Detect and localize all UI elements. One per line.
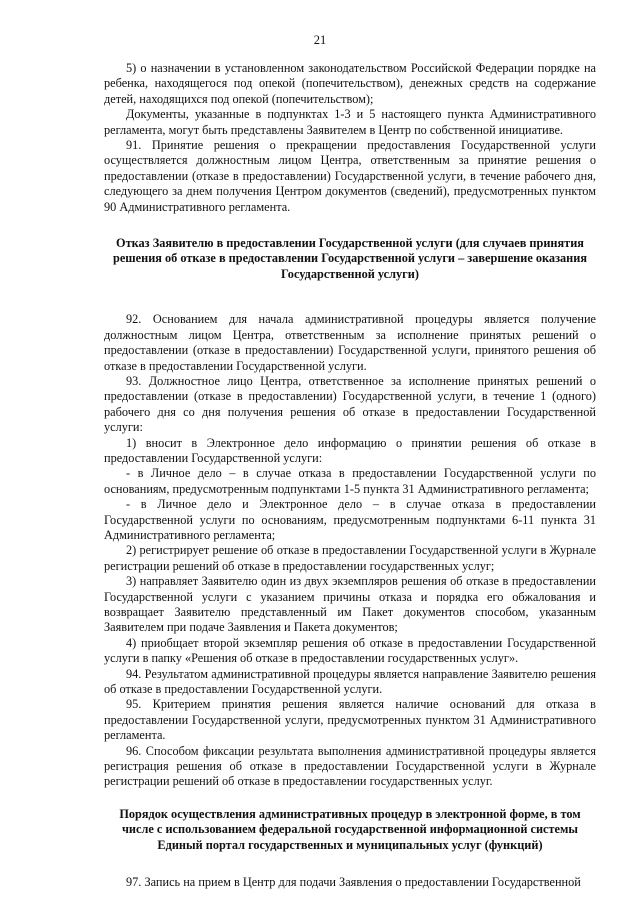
paragraph-93-item-2: 2) регистрирует решение об отказе в предоставлении Государственной услуги в Журнале регистрации решений об отказе в предоставлении государственных услуг; [104, 543, 596, 573]
paragraph-93-item-1: 1) вносит в Электронное дело информацию о принятии решения об отказе в предоставлении Государственной услуги: [104, 435, 596, 465]
paragraph-93: 93. Должностное лицо Центра, ответственное за исполнение принятых решений о предоставлении (отказе в предоставлении) Государственной услуги, в течение 1 (одного) рабочего дня со дня получения решения об отказе в предоставлении Государственной услуги: [104, 373, 596, 435]
paragraph-94: 94. Результатом административной процедуры является направление Заявителю решения об отказе в предоставлении Государственной услуги. [104, 666, 596, 697]
paragraph-documents-note: Документы, указанные в подпунктах 1-3 и 5 настоящего пункта Административного регламента, могут быть представлены Заявителем в Центр по собственной инициативе. [104, 107, 596, 137]
paragraph-92: 92. Основанием для начала административной процедуры является получение должностным лицом Центра, ответственным за исполнение принятых решений о предоставлении (отказе в предоставлении) Государственной услуги, принятого решения об отказе в предоставлении Государственной услуги. [104, 312, 596, 373]
paragraph-93-item-3: 3) направляет Заявителю один из двух экземпляров решения об отказе в предоставлении Государственной услуги с указанием причины отказа и порядка его обжалования и возвращает Заявителю представленный им Пакет документов способом, указанным Заявителем при подаче Заявления и Пакета документов; [104, 574, 596, 635]
paragraph-95: 95. Критерием принятия решения является наличие оснований для отказа в предоставлении Государственной услуги, предусмотренных пунктом 31 Административного регламента. [104, 697, 596, 743]
paragraph-93-item-4: 4) приобщает второй экземпляр решения об отказе в предоставлении Государственной услуги в папку «Решения об отказе в предоставлении государственных услуг». [104, 635, 596, 666]
paragraph-96: 96. Способом фиксации результата выполнения административной процедуры является регистрация решения об отказе в предоставлении Государственной услуги в Журнале регистрации решений об отказе в предоставлении государственных услуг. [104, 743, 596, 789]
document-body [104, 61, 596, 891]
section-heading-refusal: Отказ Заявителю в предоставлении Государственной услуги (для случаев принятия решения об отказе в предоставлении Государственной услуги – завершение оказания Государственной услуги) [113, 236, 587, 281]
paragraph-93-item-1-personal: - в Личное дело – в случае отказа в предоставлении Государственной услуги по основаниям, предусмотренным подпунктами 1-5 пункта 31 Административного регламента; [104, 466, 596, 496]
section-heading-electronic-procedures: Порядок осуществления административных процедур в электронной форме, в том числе с использованием федеральной государственной информационной системы Единый портал государственных и муниципальных услуг (функций) [119, 806, 581, 852]
paragraph-93-item-1-personal-electronic: - в Личное дело и Электронное дело – в случае отказа в предоставлении Государственной услуги по основаниям, предусмотренным подпунктами 6-11 пункта 31 Административного регламента; [104, 497, 596, 542]
paragraph-97: 97. Запись на прием в Центр для подачи Заявления о предоставлении Государственной [126, 875, 581, 890]
paragraph-5-subitem: 5) о назначении в установленном законодательством Российской Федерации порядке на ребенка, находящегося под опекой (попечительством), денежных средств на содержание детей, находящихся под опекой (попечительством); [104, 61, 596, 106]
page-number: 21 [313, 33, 327, 47]
paragraph-91: 91. Принятие решения о прекращении предоставления Государственной услуги осуществляется должностным лицом Центра, ответственным за принятие решения о предоставлении (отказе в предоставлении) Государственной услуги, в течение рабочего дня, следующего за днем получения Центром документов (сведений), предусмотренных пунктом 90 Административного регламента. [104, 138, 596, 214]
